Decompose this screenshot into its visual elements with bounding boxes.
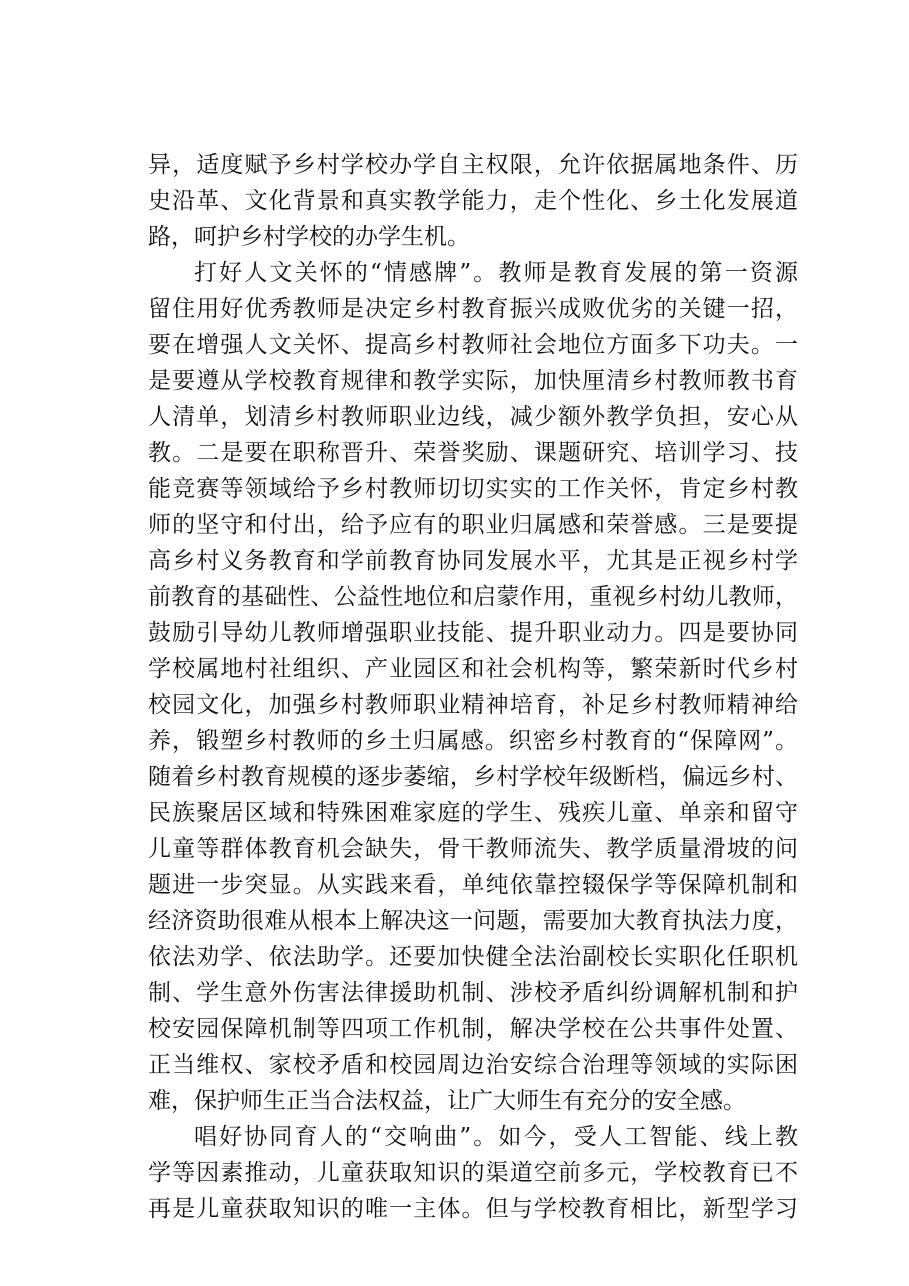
text-line: 前教育的基础性、公益性地位和启蒙作用，重视乡村幼儿教师，: [148, 584, 798, 610]
text-line: 是要遵从学校教育规律和教学实际，加快厘清乡村教师教书育: [148, 368, 798, 394]
text-line: 教。二是要在职称晋升、荣誉奖励、课题研究、培训学习、技: [148, 440, 798, 466]
document-body-text: [148, 147, 798, 1227]
text-line: 随着乡村教育规模的逐步萎缩，乡村学校年级断档，偏远乡村、: [148, 764, 798, 790]
text-line: 人清单，划清乡村教师职业边线，减少额外教学负担，安心从: [148, 404, 798, 430]
text-line: 学校属地村社组织、产业园区和社会机构等，繁荣新时代乡村: [148, 656, 798, 682]
text-line: 史沿革、文化背景和真实教学能力，走个性化、乡土化发展道: [148, 188, 798, 214]
text-line: 依法劝学、依法助学。还要加快健全法治副校长实职化任职机: [148, 944, 798, 970]
text-line: 唱好协同育人的“交响曲”。如今，受人工智能、线上教: [194, 1124, 798, 1150]
text-line: 打好人文关怀的“情感牌”。教师是教育发展的第一资源: [194, 260, 798, 286]
text-line: 要在增强人文关怀、提高乡村教师社会地位方面多下功夫。一: [148, 332, 798, 358]
text-line: 经济资助很难从根本上解决这一问题，需要加大教育执法力度，: [148, 908, 798, 934]
text-line: 能竞赛等领域给予乡村教师切切实实的工作关怀，肯定乡村教: [148, 476, 798, 502]
text-line: 学等因素推动，儿童获取知识的渠道空前多元，学校教育已不: [148, 1160, 798, 1186]
text-line: 养，锻塑乡村教师的乡土归属感。织密乡村教育的“保障网”。: [148, 728, 798, 754]
text-line: 师的坚守和付出，给予应有的职业归属感和荣誉感。三是要提: [148, 512, 798, 538]
text-line: 民族聚居区域和特殊困难家庭的学生、残疾儿童、单亲和留守: [148, 800, 798, 826]
text-line: 儿童等群体教育机会缺失，骨干教师流失、教学质量滑坡的问: [148, 836, 798, 862]
text-line: 路，呵护乡村学校的办学生机。: [148, 224, 470, 250]
text-line: 高乡村义务教育和学前教育协同发展水平，尤其是正视乡村学: [148, 548, 798, 574]
text-line: 制、学生意外伤害法律援助机制、涉校矛盾纠纷调解机制和护: [148, 980, 798, 1006]
text-line: 校园文化，加强乡村教师职业精神培育，补足乡村教师精神给: [148, 692, 798, 718]
text-line: 校安园保障机制等四项工作机制，解决学校在公共事件处置、: [148, 1016, 798, 1042]
text-line: 正当维权、家校矛盾和校园周边治安综合治理等领域的实际困: [148, 1052, 798, 1078]
text-line: 难，保护师生正当合法权益，让广大师生有充分的安全感。: [148, 1088, 746, 1114]
text-line: 留住用好优秀教师是决定乡村教育振兴成败优劣的关键一招，: [148, 296, 798, 322]
text-line: 再是儿童获取知识的唯一主体。但与学校教育相比，新型学习: [148, 1196, 798, 1222]
text-line: 题进一步突显。从实践来看，单纯依靠控辍保学等保障机制和: [148, 872, 798, 898]
text-line: 鼓励引导幼儿教师增强职业技能、提升职业动力。四是要协同: [148, 620, 798, 646]
text-line: 异，适度赋予乡村学校办学自主权限，允许依据属地条件、历: [148, 152, 798, 178]
